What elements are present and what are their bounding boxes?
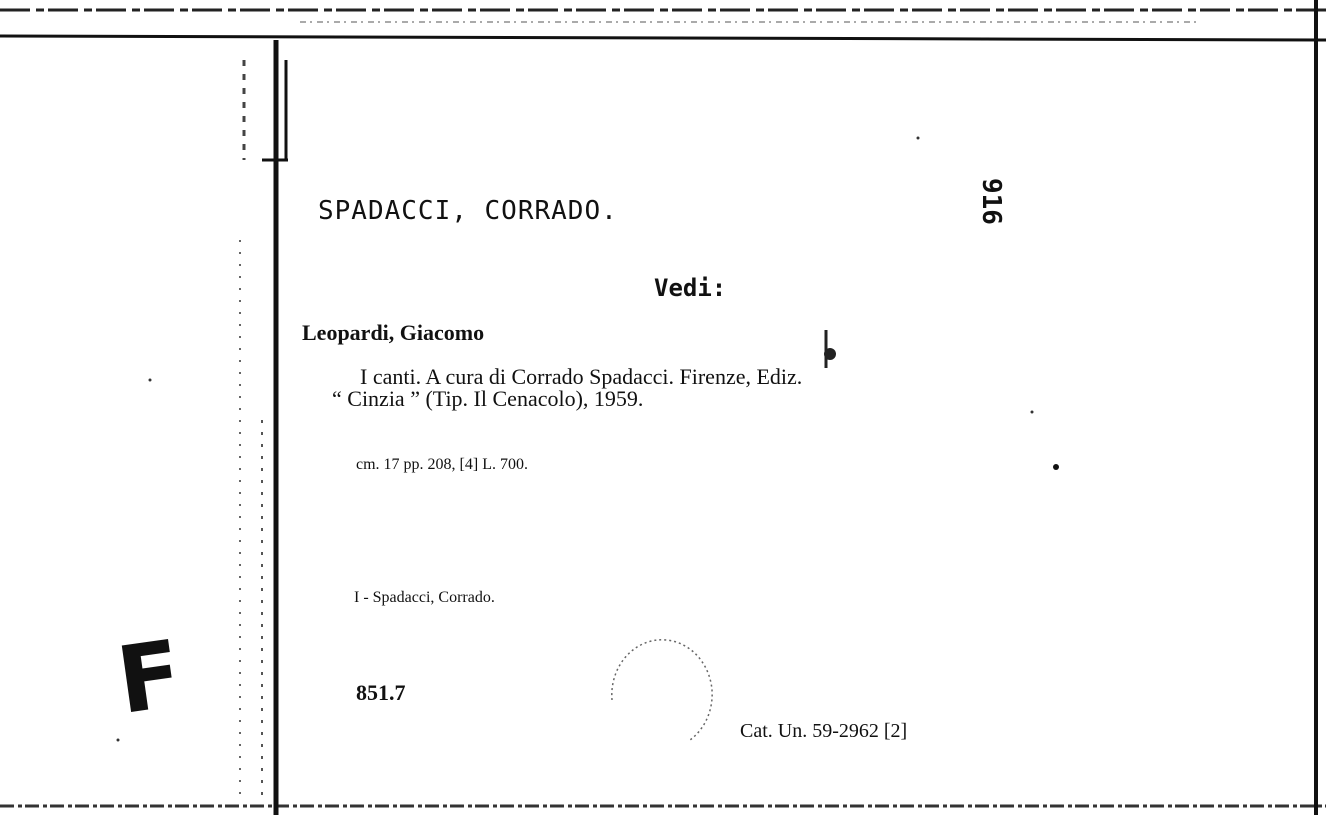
see-reference-label: Vedi:: [654, 274, 727, 302]
heading-name: SPADACCI, CORRADO.: [318, 196, 618, 226]
collation: cm. 17 pp. 208, [4] L. 700.: [356, 456, 528, 473]
title-line-2: “ Cinzia ” (Tip. Il Cenacolo), 1959.: [332, 386, 644, 411]
tracing: I - Spadacci, Corrado.: [354, 589, 495, 606]
margin-letter-stamp: F: [110, 620, 188, 735]
vertical-number: 916: [976, 178, 1006, 225]
author-heading: Leopardi, Giacomo: [302, 320, 485, 345]
catalog-reference: Cat. Un. 59-2962 [2]: [740, 720, 908, 742]
title-line-1: I canti. A cura di Corrado Spadacci. Firenze, Ediz.: [360, 364, 803, 389]
classification-number: 851.7: [356, 680, 406, 705]
